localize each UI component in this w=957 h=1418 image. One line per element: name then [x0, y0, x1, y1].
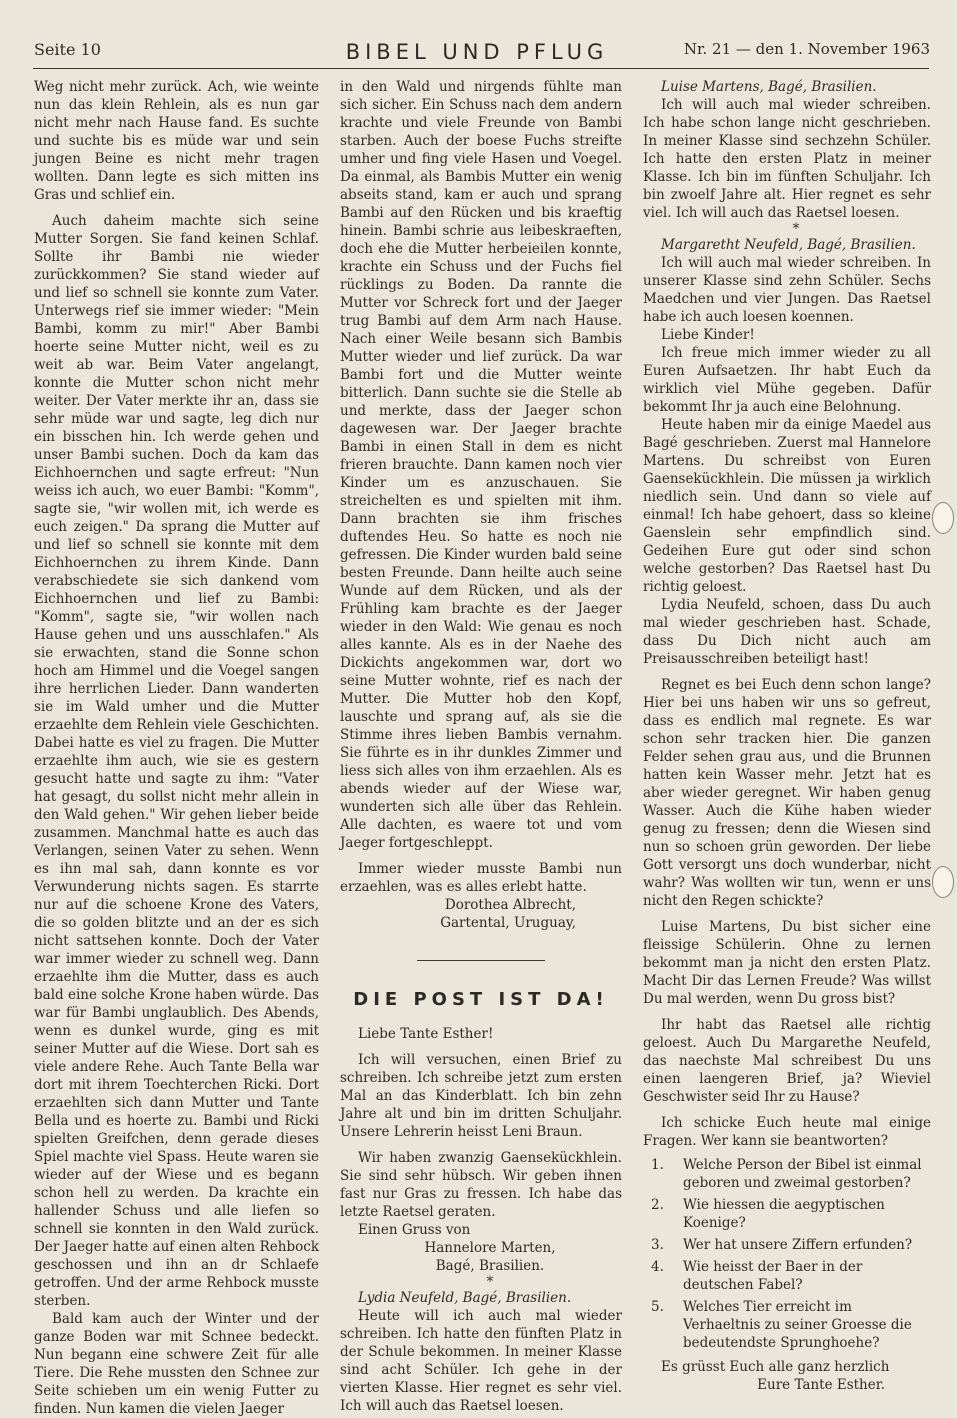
reply-paragraph: Regnet es bei Euch denn schon lange? Hier bei uns haben wir uns so gefreut, dass es endlich mal regnete. Es war schon sehr tracken hier. Die ganzen Felder sehen grau aus, und die Brunnen hatten kein Wasser mehr. Jetzt hat es aber wieder geregnet. Wir haben genug Wasser. Auch die Kühe haben wieder genug zu fressen; denn die Wiesen sind nun so schoen grün geworden. Der liebe Gott versorgt uns doch wunderbar, nicht wahr? Was wollten wir tun, wenn er uns nicht den Regen schickte?	[643, 677, 931, 909]
letter-separator-star: *	[486, 1274, 494, 1290]
binder-hole	[932, 502, 954, 534]
story-author: Dorothea Albrecht,	[444, 897, 576, 913]
reply-signoff: Eure Tante Esther.	[757, 1377, 885, 1393]
letter-author: Lydia Neufeld, Bagé, Brasilien.	[358, 1290, 572, 1306]
column-1	[34, 78, 319, 1418]
letter-greeting: Einen Gruss von	[358, 1222, 471, 1238]
binder-hole	[932, 866, 954, 898]
story-author-place: Gartental, Uruguay,	[440, 915, 576, 931]
reply-paragraph: Ich freue mich immer wieder zu all Euren Aufsaetzen. Ihr habt Euch da wirklich viel Mühe gegeben. Dafür bekommt Ihr ja auch eine Belohnung.	[643, 345, 931, 415]
letter-salutation: Liebe Tante Esther!	[358, 1026, 494, 1042]
header-rule	[33, 68, 929, 69]
letter-signature-place: Bagé, Brasilien.	[435, 1258, 545, 1274]
question-item: 3. Wer hat unsere Ziffern erfunden?	[651, 1237, 913, 1253]
reply-closing: Es grüsst Euch alle ganz herzlich	[661, 1359, 890, 1375]
question-list	[643, 1156, 931, 1352]
letter-paragraph: Heute will ich auch mal wieder schreiben. Ich hatte den fünften Platz in der Schule bekommen. In meiner Klasse sind acht Schüler. Ich gehe in der vierten Klasse. Hier regnet es sehr viel. Ich will auch das Raetsel loesen.	[340, 1308, 622, 1414]
letter-author: Margaretht Neufeld, Bagé, Brasilien.	[661, 237, 916, 253]
story-paragraph: Auch daheim machte sich seine Mutter Sorgen. Sie fand keinen Schlaf. Sollte ihr Bambi nie wieder zurückkommen? Sie stand wieder auf und lief so schnell sie konnte zum Vater. Unterwegs rief sie immer wieder: "Mein Bambi, komm zu mir!" Aber Bambi hoerte seine Mutter nicht, weil es zu weit ab war. Beim Vater angelangt, konnte die Mutter schon nicht mehr weiter. Der Vater merkte ihr an, dass sie sehr müde war und sagte, leg dich nur ein bisschen hin. Ich werde gehen und unser Bambi suchen. Doch da kam das Eichhoernchen und sagte erfreut: "Nun weiss ich auch, wo euer Bambi: "Komm", sagte sie, "wir wollen mit, ich werde es euch zeigen." Da sprang die Mutter auf und lief so schnell sie konnte mit dem Eichhoernchen zu ihrem Kinde. Dann verabschiedete sie sich dankend vom Eichhoernchen und lief zu Bambi: "Komm", sagte sie, "wir wollen nach Hause gehen und uns ausschlafen." Als sie erwachten, stand die Sonne schon hoch am Himmel und die Voegel sangen ihre herrlichen Lieder. Dann wanderten sie im Wald umher und die Mutter erzaehlte dem Rehlein viele Geschichten. Dabei hatte es viel zu fragen. Die Mutter erzaehlte ihm auch, wie sie es gestern gesucht hatte und sagte zu ihm: "Vater hat gesagt, du sollst nicht mehr allein in den Wald gehen." Wir gehen lieber beide zusammen. Manchmal hatte es auch das Verlangen, seinen Vater zu sehen. Wenn es ihn mal sah, dann konnte es vor Verwunderung nichts sagen. Es starrte nur auf die schoene Krone des Vaters, die so golden blitzte und an der es sich nicht sattsehen konnte. Doch der Vater war immer wieder zu schnell weg. Dann erzaehlte ihm die Mutter, dass es auch bald eine solche Krone haben würde. Das war für Bambi unglaublich. Des Abends, wenn es dunkel wurde, ging es mit seiner Mutter auf die Wiese. Dort sah es viele andere Rehe. Auch Tante Bella war dort mit ihrem Toechterchen Ricki. Dort erzaehlten sich dann Mutter und Tante Bella und es hoerte zu. Bambi und Ricki spielten Greifchen, denn gerade dieses Spiel machte viel Spass. Heute waren sie wieder auf der Wiese und es begann schon hell zu werden. Da krachte ein hallender Schuss und alle liefen so schnell sie konnten in den Wald zurück. Der Jaeger hatte auf einen alten Rehbock geschossen und ihn an dr Schlaefe getroffen. Und der arme Rehbock musste sterben.	[34, 213, 319, 1309]
question-item: 1. Welche Person der Bibel ist einmal geboren und zweimal gestorben?	[651, 1157, 922, 1191]
story-paragraph: Immer wieder musste Bambi nun erzaehlen, was es alles erlebt hatte.	[340, 861, 622, 895]
section-title: DIE POST IST DA!	[353, 989, 609, 1010]
question-item: 5. Welches Tier erreicht im Verhaeltnis zu seiner Groesse die bedeutendste Sprunghoehe?	[651, 1299, 912, 1351]
reply-paragraph: Luise Martens, Du bist sicher eine fleissige Schülerin. Ohne zu lernen bekommt man ja nicht den ersten Platz. Macht Dir das Lernen Freude? Was willst Du mal werden, wenn Du gross bist?	[643, 919, 931, 1007]
column-3	[643, 78, 931, 1394]
letter-separator-star: *	[792, 221, 800, 237]
letter-paragraph: Ich will auch mal wieder schreiben. In unserer Klasse sind zehn Schüler. Sechs Maedchen und vier Jungen. Das Raetsel habe ich auch loesen koennen.	[643, 255, 931, 325]
story-paragraph: in den Wald und nirgends fühlte man sich sicher. Ein Schuss nach dem andern krachte und viele Freunde von Bambi starben. Auch der boese Fuchs streifte umher und fing viele Hasen und Voegel. Da einmal, als Bambis Mutter ein wenig abseits stand, kam er auch und sprang Bambi auf den Rücken und bis kraeftig hinein. Bambi schrie aus leibeskraeften, doch ehe die Mutter herbeieilen konnte, krachte ein Schuss und der Fuchs fiel rücklings zu Boden. Da rannte die Mutter vor Schreck fort und der Jaeger trug Bambi auf dem Arm nach Hause. Nach einer Weile besann sich Bambis Mutter wieder und lief zurück. Da war Bambi fort und die Mutter weinte bitterlich. Dann suchte sie die Stelle ab und merkte, dass der Jaeger schon dagewesen war. Der Jaeger brachte Bambi in einen Stall in dem es nicht frieren brauchte. Dann kamen noch vier Kinder um es anzuschauen. Sie streichelten es und spielten mit ihm. Dann brachten sie ihm frisches duftendes Heu. So hatte es noch nie gefressen. Die Kinder wurden bald seine besten Freunde. Dann heilte auch seine Wunde auf dem Rücken, und als der Frühling kam brachte es der Jaeger wieder in den Wald: Wie genau es noch alles kannte. Als es in der Naehe des Dickichts angekommen war, dort wo seine Mutter wohnte, rief es nach der Mutter. Die Mutter hob den Kopf, lauschte und sprang auf, als sie die Stimme ihres lieben Bambis vernahm. Sie führte es in ihr dunkles Zimmer und liess sich alles von ihm erzaehlen. Als es abends wieder auf der Wiese war, wunderten sich alle über das Rehlein. Alle dachten, es waere tot und vom Jaeger fortgeschleppt.	[340, 79, 622, 851]
reply-paragraph: Ich schicke Euch heute mal einige Fragen. Wer kann sie beantworten?	[643, 1115, 931, 1149]
question-item: 4. Wie heisst der Baer in der deutschen Fabel?	[651, 1259, 863, 1293]
reply-paragraph: Ihr habt das Raetsel alle richtig geloest. Auch Du Margarethe Neufeld, das naechste Mal schreibest Du uns einen laengeren Brief, ja? Wieviel Geschwister seid Ihr zu Hause?	[643, 1017, 931, 1105]
question-item: 2. Wie hiessen die aegyptischen Koenige?	[651, 1197, 885, 1231]
section-divider	[417, 960, 545, 961]
reply-paragraph: Heute haben mir da einige Maedel aus Bagé geschrieben. Zuerst mal Hannelore Martens. Du schreibst von Euren Gaensekückhlein. Die müssen ja wirklich niedlich sein. Und dann so viele auf einmal! Ich habe gehoert, dass so kleine Gaenslein sehr empfindlich sind. Gedeihen Eure gut oder sind schon welche gestorben? Das Raetsel hast Du richtig geloest.	[643, 417, 931, 595]
letter-author: Luise Martens, Bagé, Brasilien.	[661, 79, 877, 95]
issue-date: Nr. 21 — den 1. November 1963	[683, 40, 930, 58]
column-2	[340, 78, 622, 1415]
letter-paragraph: Ich will auch mal wieder schreiben. Ich habe schon lange nicht geschrieben. In meiner Klasse sind sechzehn Schüler. Ich hatte den ersten Platz in meiner Klasse. Ich bin im fünften Schuljahr. Ich bin zwoelf Jahre alt. Hier regnet es sehr viel. Ich will auch das Raetsel loesen.	[643, 97, 931, 221]
story-paragraph: Weg nicht mehr zurück. Ach, wie weinte nun das klein Rehlein, als es nun gar nicht mehr nach Hause fand. Es suchte und suchte bis es müde war und sein jungen Beine es nicht mehr tragen wollten. Dann legte es sich mitten ins Gras und schlief ein.	[34, 79, 319, 203]
letter-paragraph: Ich will versuchen, einen Brief zu schreiben. Ich schreibe jetzt zum ersten Mal an das Kinderblatt. Ich bin zehn Jahre alt und bin im dritten Schuljahr. Unsere Lehrerin heisst Leni Braun.	[340, 1052, 622, 1140]
page-number: Seite 10	[34, 40, 101, 59]
masthead-title: BIBEL UND PFLUG	[345, 40, 609, 64]
reply-paragraph: Lydia Neufeld, schoen, dass Du auch mal wieder geschrieben hast. Schade, dass Du Dich nicht auch am Preisausschreiben beteiligt hast!	[643, 597, 931, 667]
story-paragraph: Bald kam auch der Winter und der ganze Boden war mit Schnee bedeckt. Nun begann eine schwere Zeit für alle Tiere. Die Rehe mussten den Schnee zur Seite schieben um ein wenig Futter zu finden. Nun kamen die vielen Jaeger	[34, 1311, 319, 1417]
letter-signature: Hannelore Marten,	[424, 1240, 556, 1256]
letter-paragraph: Wir haben zwanzig Gaensekückhlein. Sie sind sehr hübsch. Wir geben ihnen fast nur Gras zu fressen. Ich habe das letzte Raetsel geraten.	[340, 1150, 622, 1220]
reply-salutation: Liebe Kinder!	[661, 327, 755, 343]
